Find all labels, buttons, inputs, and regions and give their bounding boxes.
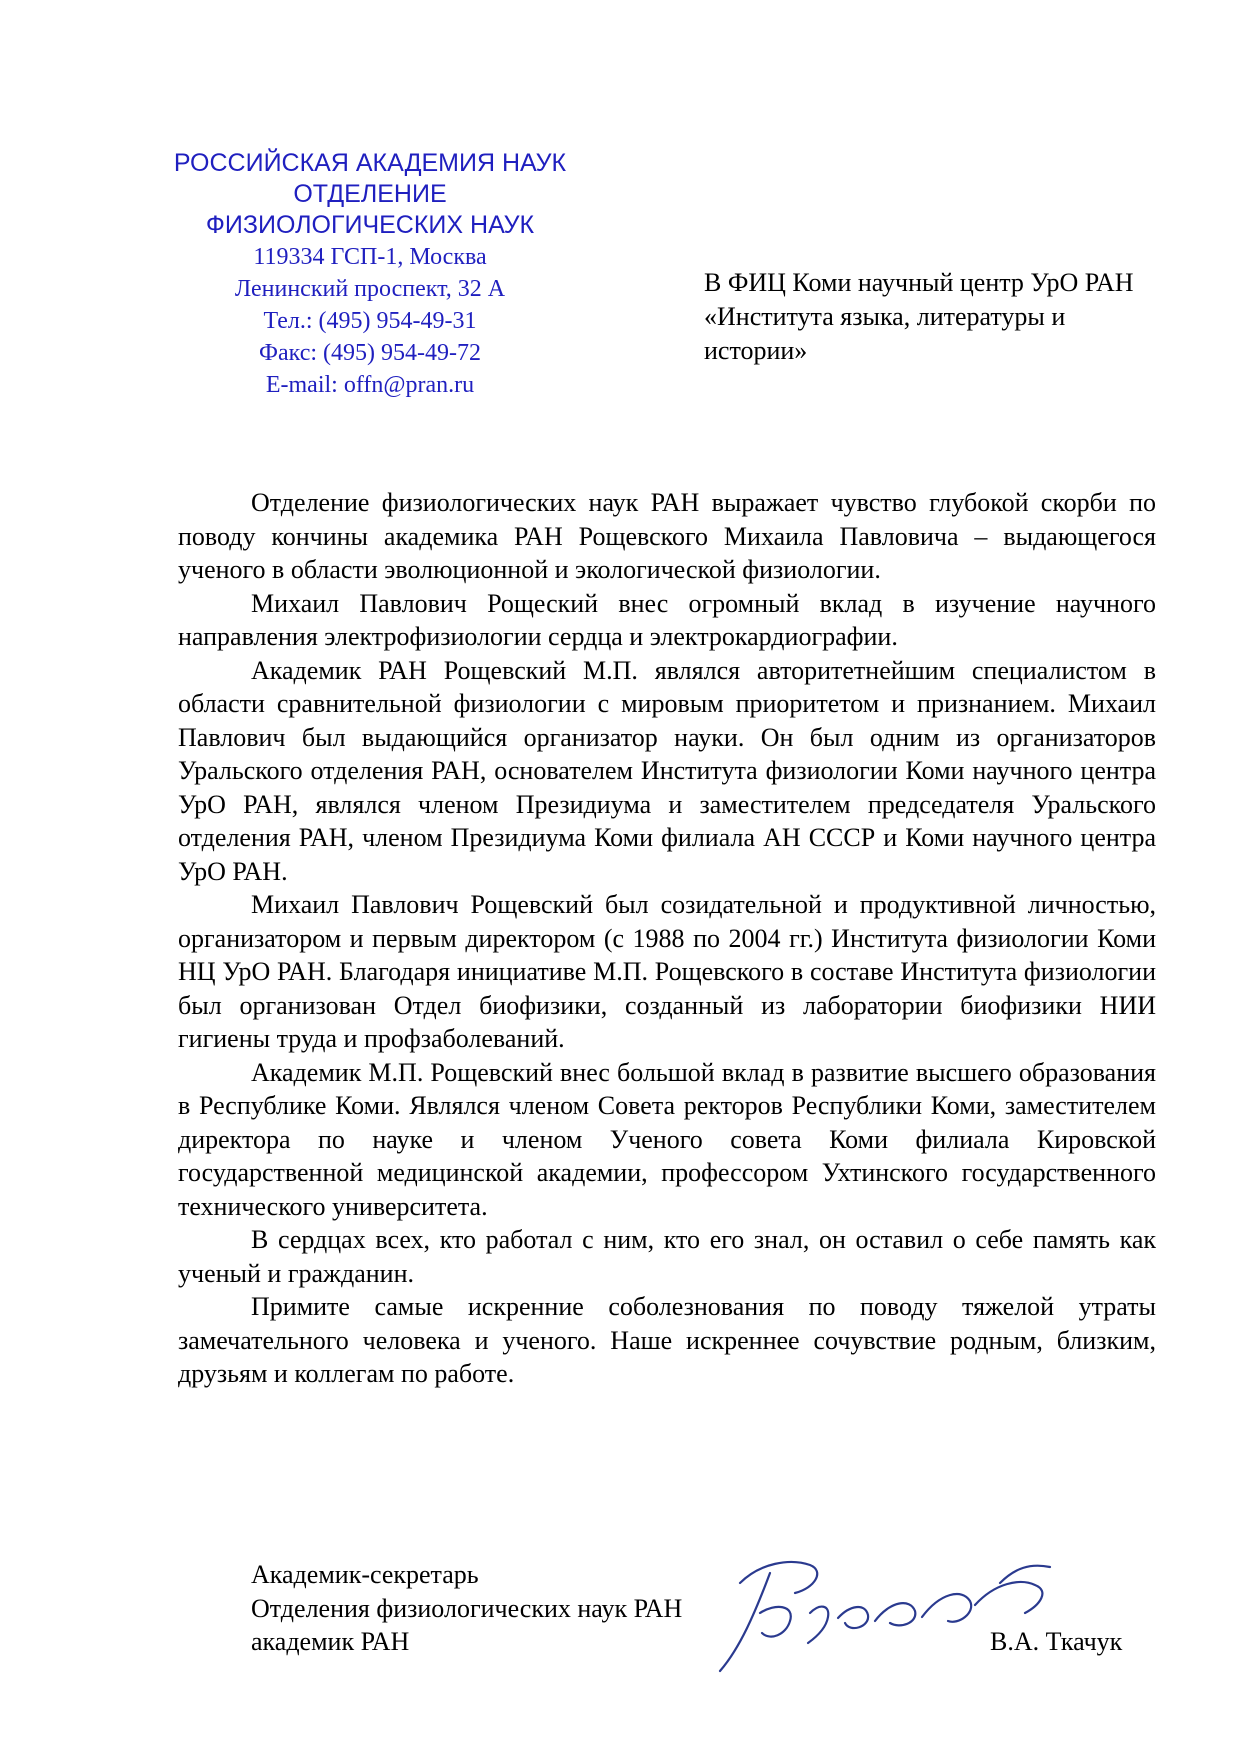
signatory-title-line: академик РАН (251, 1627, 410, 1656)
sender-block (150, 148, 590, 401)
email-line: E-mail: offn@pran.ru (265, 372, 475, 398)
org-name-line-1: РОССИЙСКАЯ АКАДЕМИЯ НАУК (173, 149, 567, 177)
body-paragraph: В сердцах всех, кто работал с ним, кто его знал, он оставил о себе память как ученый и гражданин. (178, 1225, 1156, 1288)
org-name-line-3: ФИЗИОЛОГИЧЕСКИХ НАУК (205, 211, 535, 239)
signatory-title-line: Отделения физиологических наук РАН (251, 1593, 683, 1623)
org-name-line-2: ОТДЕЛЕНИЕ (293, 180, 447, 208)
phone-line: Тел.: (495) 954-49-31 (263, 308, 477, 334)
body-paragraph: Академик РАН Рощевский М.П. являлся авторитетнейшим специалистом в области сравнительной физиологии с мировым приоритетом и признанием. Михаил Павлович был выдающийся организатор науки. Он был одним из организаторов Уральского отделения РАН, основателем Института физиологии Коми научного центра УрО РАН, являлся членом Президиума и заместителем председателя Уральского отделения РАН, членом Президиума Коми филиала АН СССР и Коми научного центра УрО РАН. (178, 655, 1156, 886)
body-paragraph: Академик М.П. Рощевский внес большой вклад в развитие высшего образования в Республике Коми. Являлся членом Совета ректоров Республики Коми, заместителем директора по науке и членом Ученого совета Коми филиала Кировской государственной медицинской академии, профессором Ухтинского государственного технического университета. (178, 1057, 1156, 1221)
address-line: Ленинский проспект, 32 А (234, 276, 506, 302)
signatory-title-line: Академик-секретарь (251, 1560, 479, 1589)
address-line: 119334 ГСП-1, Москва (253, 244, 487, 270)
signatory-title (251, 1558, 682, 1659)
body-paragraph: Примите самые искренние соболезнования по поводу тяжелой утраты замечательного человека и ученого. Наше искреннее сочувствие родным, близким, друзьям и коллегам по работе. (178, 1292, 1156, 1388)
signatory-name: В.А. Ткачук (990, 1627, 1123, 1656)
body-paragraph: Михаил Павлович Рощеский внес огромный вклад в изучение научного направления электрофизиологии сердца и электрокардиографии. (178, 588, 1156, 651)
fax-line: Факс: (495) 954-49-72 (259, 340, 481, 366)
body-paragraph: Отделение физиологических наук РАН выражает чувство глубокой скорби по поводу кончины академика РАН Рощевского Михаила Павловича – выдающегося ученого в области эволюционной и экологической физиологии. (178, 488, 1156, 584)
body-paragraph: Михаил Павлович Рощевский был созидательной и продуктивной личностью, организатором и первым директором (с 1988 по 2004 гг.) Института физиологии Коми НЦ УрО РАН. Благодаря инициативе М.П. Рощевского в составе Института физиологии был организован Отдел биофизики, созданный из лаборатории биофизики НИИ гигиены труда и профзаболеваний. (178, 890, 1156, 1053)
recipient-block: В ФИЦ Коми научный центр УрО РАН «Института языка, литературы и истории» (704, 268, 1134, 365)
letter-body (178, 486, 1156, 1391)
handwritten-signature (700, 1543, 1080, 1683)
